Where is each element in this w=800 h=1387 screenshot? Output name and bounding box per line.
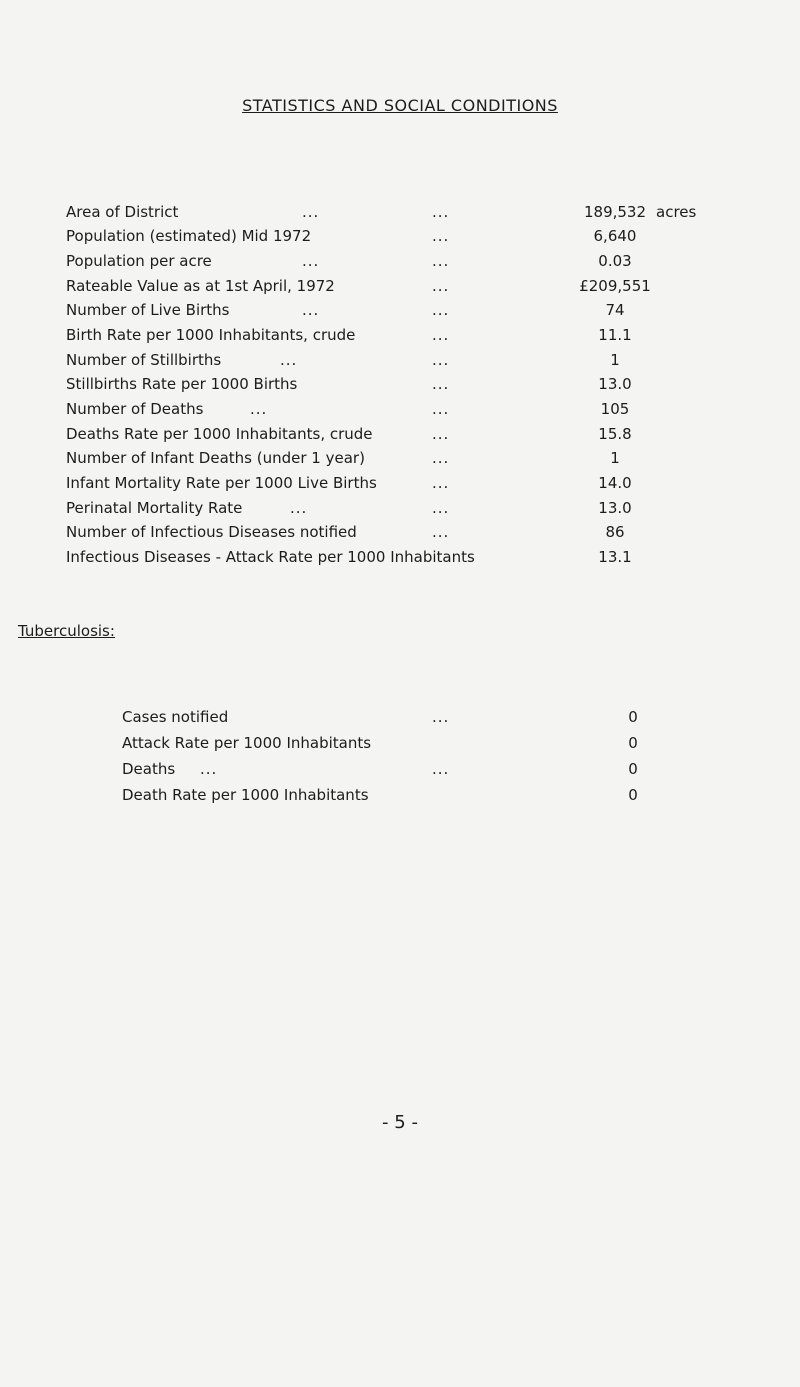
stat-row (0, 252, 800, 276)
tb-row (0, 760, 800, 784)
leader-dots: ... (432, 449, 450, 467)
stat-value: 13.1 (598, 548, 632, 566)
leader-dots: ... (432, 425, 450, 443)
tb-row (0, 708, 800, 732)
leader-dots: ... (432, 375, 450, 393)
tb-label: Deaths (122, 760, 176, 778)
leader-dots: ... (280, 351, 298, 369)
stat-value: 189,532 (583, 203, 647, 221)
tb-value: 0 (628, 708, 638, 726)
page-number: - 5 - (382, 1112, 418, 1133)
leader-dots: ... (432, 301, 450, 319)
stat-row (0, 301, 800, 325)
tb-value: 0 (628, 734, 638, 752)
leader-dots: ... (432, 203, 450, 221)
tuberculosis-heading: Tuberculosis: (18, 622, 115, 640)
stat-label: Area of District (66, 203, 179, 221)
tb-label: Cases notified (122, 708, 229, 726)
stat-row (0, 499, 800, 523)
stat-value: 86 (605, 523, 625, 541)
stat-row (0, 277, 800, 301)
stat-value: 14.0 (598, 474, 632, 492)
tb-row (0, 734, 800, 758)
leader-dots: ... (200, 760, 218, 778)
stat-value: 0.03 (598, 252, 632, 270)
leader-dots: ... (432, 351, 450, 369)
stat-label: Number of Infant Deaths (under 1 year) (66, 449, 365, 467)
leader-dots: ... (432, 474, 450, 492)
stat-unit: acres (656, 203, 697, 221)
tb-label: Attack Rate per 1000 Inhabitants (122, 734, 372, 752)
leader-dots: ... (432, 760, 450, 778)
stat-value: 13.0 (598, 499, 632, 517)
leader-dots: ... (432, 400, 450, 418)
stat-row (0, 425, 800, 449)
leader-dots: ... (432, 499, 450, 517)
stat-label: Deaths Rate per 1000 Inhabitants, crude (66, 425, 373, 443)
leader-dots: ... (432, 277, 450, 295)
stat-label: Perinatal Mortality Rate (66, 499, 243, 517)
leader-dots: ... (432, 252, 450, 270)
stat-label: Infectious Diseases - Attack Rate per 1000 Inhabitants (66, 548, 475, 566)
stat-value: 105 (600, 400, 630, 418)
stat-row (0, 375, 800, 399)
stat-label: Rateable Value as at 1st April, 1972 (66, 277, 335, 295)
stat-label: Infant Mortality Rate per 1000 Live Births (66, 474, 377, 492)
stat-label: Stillbirths Rate per 1000 Births (66, 375, 298, 393)
stat-label: Number of Live Births (66, 301, 230, 319)
page-title: STATISTICS AND SOCIAL CONDITIONS (242, 96, 558, 115)
leader-dots: ... (290, 499, 308, 517)
leader-dots: ... (432, 326, 450, 344)
leader-dots: ... (302, 301, 320, 319)
stat-row (0, 474, 800, 498)
stat-value: £209,551 (579, 277, 651, 295)
stat-value: 15.8 (598, 425, 632, 443)
stat-row (0, 203, 800, 227)
stat-value: 74 (605, 301, 625, 319)
stat-row (0, 449, 800, 473)
leader-dots: ... (302, 203, 320, 221)
stat-label: Number of Infectious Diseases notified (66, 523, 357, 541)
stat-label: Number of Deaths (66, 400, 204, 418)
stat-label: Number of Stillbirths (66, 351, 222, 369)
stat-value: 11.1 (598, 326, 632, 344)
tb-value: 0 (628, 786, 638, 804)
stat-value: 6,640 (593, 227, 637, 245)
stat-label: Population (estimated) Mid 1972 (66, 227, 312, 245)
stat-row (0, 548, 800, 572)
stat-row (0, 400, 800, 424)
leader-dots: ... (250, 400, 268, 418)
tb-value: 0 (628, 760, 638, 778)
stat-row (0, 326, 800, 350)
leader-dots: ... (432, 523, 450, 541)
stat-label: Population per acre (66, 252, 212, 270)
tb-row (0, 786, 800, 810)
stat-value: 13.0 (598, 375, 632, 393)
stat-row (0, 523, 800, 547)
leader-dots: ... (432, 708, 450, 726)
stat-value: 1 (610, 351, 620, 369)
stat-value: 1 (610, 449, 620, 467)
leader-dots: ... (302, 252, 320, 270)
tb-label: Death Rate per 1000 Inhabitants (122, 786, 369, 804)
stat-row (0, 351, 800, 375)
leader-dots: ... (432, 227, 450, 245)
stat-label: Birth Rate per 1000 Inhabitants, crude (66, 326, 356, 344)
stat-row (0, 227, 800, 251)
